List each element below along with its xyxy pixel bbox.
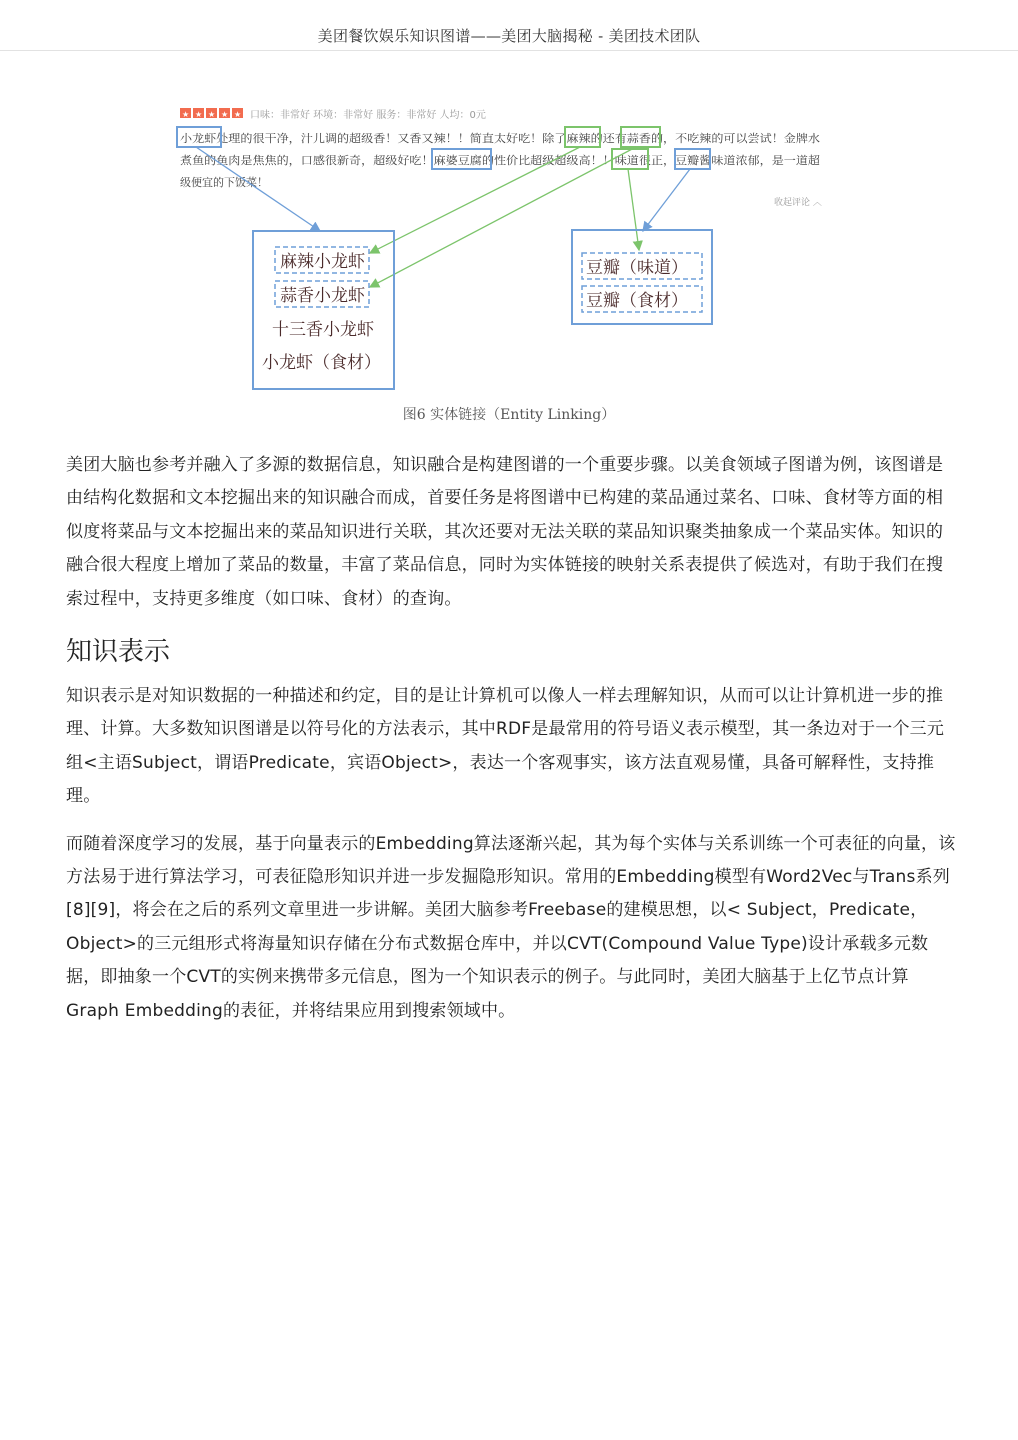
entity-mala-xiaolongxia: 麻辣小龙虾 <box>280 252 365 272</box>
entity-douban-shicai: 豆瓣（食材） <box>586 291 688 311</box>
entity-linking-diagram <box>168 100 833 395</box>
rating-line: 口味：非常好 环境：非常好 服务：非常好 人均：0元 <box>250 110 486 121</box>
entity-douban-weidao: 豆瓣（味道） <box>586 258 688 278</box>
section-heading-knowledge-representation: 知识表示 <box>66 637 171 668</box>
entity-linking-figure <box>168 100 833 395</box>
entity-xiaolongxia-shicai: 小龙虾（食材） <box>262 353 381 373</box>
link-arrow-weidao <box>628 169 639 250</box>
svg-text:★: ★ <box>182 110 190 119</box>
svg-text:★: ★ <box>208 110 216 119</box>
review-line-3: 级便宜的下饭菜！ <box>180 176 268 189</box>
svg-text:★: ★ <box>221 110 229 119</box>
paragraph-knowledge-representation: 知识表示是对知识数据的一种描述和约定，目的是让计算机可以像人一样去理解知识，从而可以让计算机进一步的推理、计算。大多数知识图谱是以符号化的方法表示，其中RDF是最常用的符号语义表示模型，其一条边对于一个三元组<主语Subject，谓语Predicate，宾语Object>，表达一个客观事实，该方法直观易懂，具备可解释性，支持推理。 <box>66 686 945 807</box>
collapse-review-link[interactable]: 收起评论 ︿ <box>774 198 822 208</box>
page-header-title: 美团餐饮娱乐知识图谱——美团大脑揭秘 - 美团技术团队 <box>317 27 701 45</box>
entity-shisanxiang-xiaolongxia: 十三香小龙虾 <box>272 320 374 340</box>
svg-text:★: ★ <box>234 110 242 119</box>
page-header <box>0 0 1018 51</box>
link-arrow-douban <box>643 169 690 231</box>
paragraph-knowledge-fusion: 美团大脑也参考并融入了多源的数据信息，知识融合是构建图谱的一个重要步骤。以美食领域子图谱为例，该图谱是由结构化数据和文本挖掘出来的知识融合而成，首要任务是将图谱中已构建的菜品通过菜名、口味、食材等方面的相似度将菜品与文本挖掘出来的菜品知识进行关联，其次还要对无法关联的菜品知识聚类抽象成一个菜品实体。知识的融合很大程度上增加了菜品的数量，丰富了菜品信息，同时为实体链接的映射关系表提供了候选对，有助于我们在搜索过程中，支持更多维度（如口味、食材）的查询。 <box>66 455 944 609</box>
figure-caption: 图6 实体链接（Entity Linking） <box>402 407 616 423</box>
article-body <box>66 449 956 1042</box>
review-line-1: 小龙虾处理的很干净，汁儿调的超级香！又香又辣！！简直太好吃！除了麻辣的还有蒜香的，不吃辣的可以尝试！金牌水 <box>180 132 763 145</box>
review-line-2: 煮鱼的鱼肉是焦焦的，口感很新奇，超级好吃！麻婆豆腐的性价比超级超级高！！味道很正，豆瓣酱味道浓郁，是一道超 <box>180 154 763 167</box>
entity-suanxiang-xiaolongxia: 蒜香小龙虾 <box>280 286 365 306</box>
star-rating-icon <box>180 108 243 119</box>
paragraph-embedding: 而随着深度学习的发展，基于向量表示的Embedding算法逐渐兴起，其为每个实体与关系训练一个可表征的向量，该方法易于进行算法学习，可表征隐形知识并进一步发掘隐形知识。常用的Embedding模型有Word2Vec与Trans系列[8][9]，将会在之后的系列文章里进一步讲解。美团大脑参考Freebase的建模思想，以< Subject，Predicate，Object>的三元组形式将海量知识存储在分布式数据仓库中，并以CVT(Compound Value Type)设计承载多元数据，即抽象一个CVT的实例来携带多元信息，图为一个知识表示的例子。与此同时，美团大脑基于上亿节点计算Graph Embedding的表征，并将结果应用到搜索领域中。 <box>66 833 956 1021</box>
svg-text:★: ★ <box>195 110 203 119</box>
